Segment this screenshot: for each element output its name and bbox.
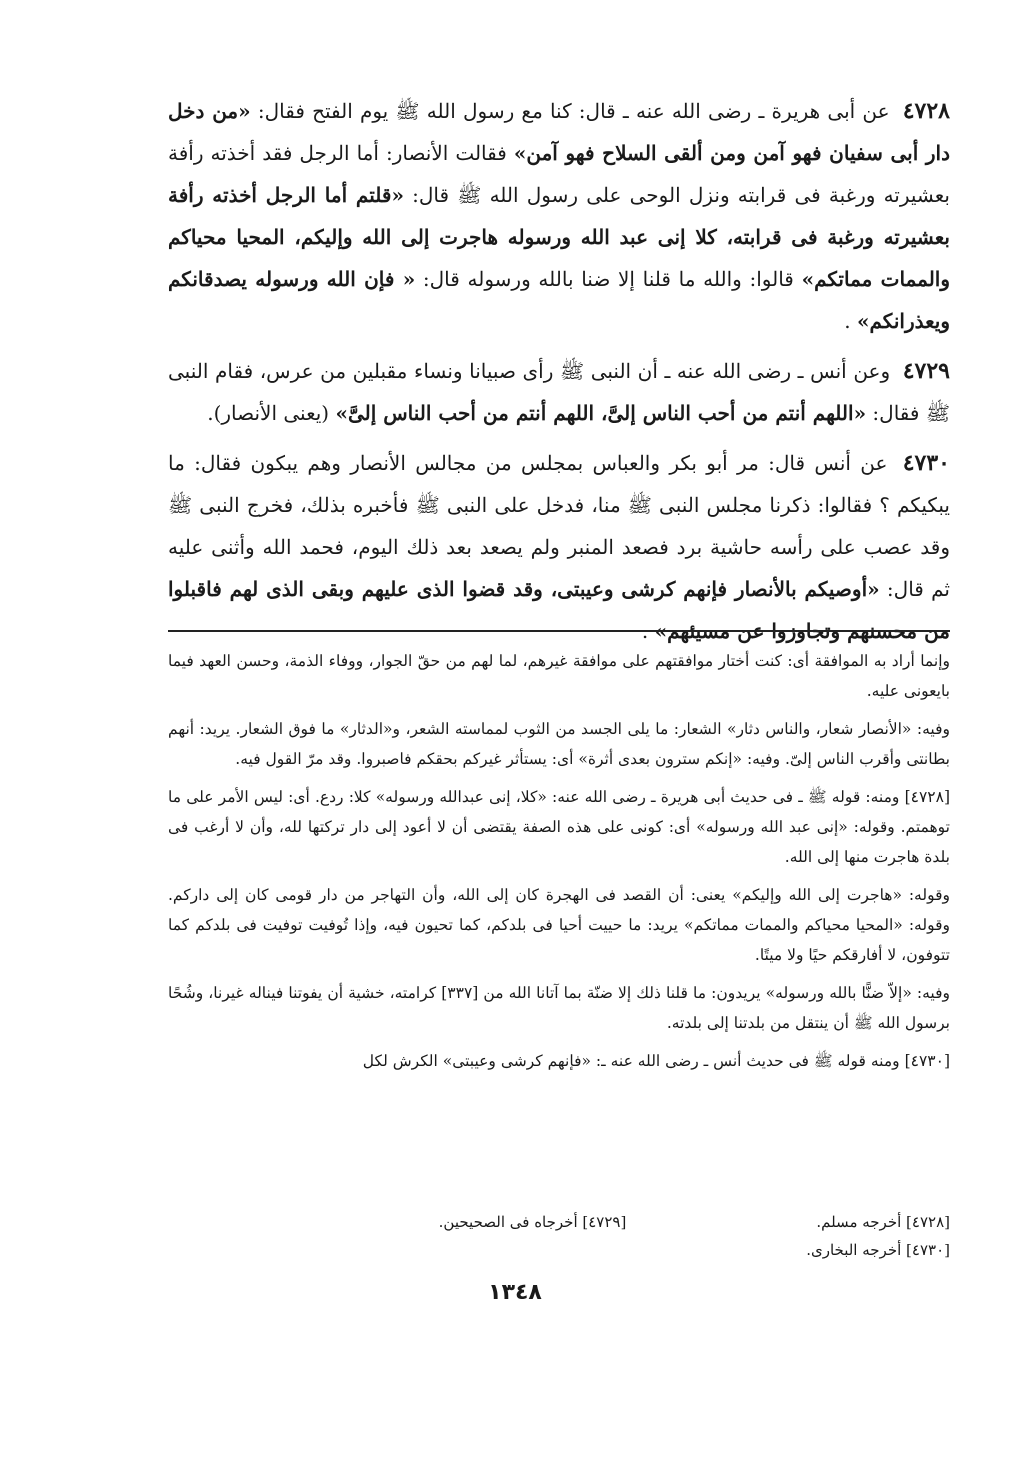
hadith-narration: عن أنس قال: مر أبو بكر والعباس بمجلس من مجالس الأنصار وهم يبكون فقال: ما يبكيكم ؟ فقالوا: ذكرنا مجلس النبى ﷺ منا، فدخل على النبى ﷺ فأخبره بذلك، فخرج النبى ﷺ وقد عصب على رأسه حاشية برد فصعد المنبر ولم يصعد بعد ذلك اليوم، فحمد الله وأثنى عليه ثم قال:	[168, 451, 951, 601]
hadith-narration: قالوا: والله ما قلنا إلا ضنا بالله ورسوله قال:	[415, 267, 794, 291]
commentary-paragraph: وفيه: «إلاّ ضنًّا بالله ورسوله» يريدون: ما قلنا ذلك إلا ضنّة بما آتانا الله من [٣٣٧] كرامته، خشية أن يفوتنا فيناله غيرنا، وشُحًا برسول الله ﷺ أن ينتقل من بلدتنا إلى بلدته.	[168, 984, 951, 1032]
footnote-4728: [٤٧٢٨] أخرجه مسلم.	[816, 1213, 950, 1231]
commentary-paragraph: وقوله: «هاجرت إلى الله وإليكم» يعنى: أن القصد فى الهجرة كان إلى الله، وأن التهاجر من دار قومى كان إلى داركم. وقوله: «المحيا محياكم والممات مماتكم» يريد: ما حييت أحيا فى بلدكم، كما تحيون فيه، وإذا تُوفيت توفيت فى بلدكم كما تتوفون، لا أفارقكم حيًا ولا ميتًا.	[168, 886, 950, 964]
hadith-text-block	[168, 90, 950, 660]
hadith-number: ٤٧٣٠	[902, 450, 950, 476]
commentary-paragraph: [٤٧٢٨] ومنه: قوله ﷺ ـ فى حديث أبى هريرة ـ رضى الله عنه: «كلا، إنى عبدالله ورسوله» كلا: ردع. أى: ليس الأمر على ما توهمتم. وقوله: «إنى عبد الله ورسوله» أى: كونى على هذه الصفة يقتضى أن لا أعود إلى دار تركتها لله، وأن لا أرغب فى بلدة هاجرت منها إلى الله.	[168, 788, 950, 866]
footnotes	[168, 1208, 950, 1264]
hadith-number: ٤٧٢٨	[902, 98, 950, 124]
hadith-quote: «اللهم أنتم من أحب الناس إلىَّ، اللهم أنتم من أحب الناس إلىَّ»	[335, 401, 867, 425]
commentary-block	[168, 646, 950, 1084]
hadith-narration: عن أبى هريرة ـ رضى الله عنه ـ قال: كنا مع رسول الله ﷺ يوم الفتح فقال:	[250, 99, 890, 123]
hadith-number: ٤٧٢٩	[902, 358, 950, 384]
hadith-quote: «من دخل دار أبى سفيان فهو آمن ومن ألقى السلاح فهو آمن»	[168, 99, 951, 165]
hadith-4729	[168, 350, 950, 434]
commentary-paragraph: [٤٧٣٠] ومنه قوله ﷺ فى حديث أنس ـ رضى الله عنه ـ: «فإنهم كرشى وعيبتى» الكرش لكل	[362, 1052, 950, 1070]
footnote-4729: [٤٧٢٩] أخرجاه فى الصحيحين.	[438, 1213, 627, 1231]
commentary-paragraph: وفيه: «الأنصار شعار، والناس دثار» الشعار: ما يلى الجسد من الثوب لمماسته الشعر، و«الدثار» ما فوق الشعار. يريد: أنهم بطانتى وأقرب الناس إلىّ. وفيه: «إنكم سترون بعدى أثرة» أى: يستأثر غيركم بحقكم فاصبروا. وقد مرّ القول فيه.	[168, 720, 950, 768]
hadith-narration: (يعنى الأنصار).	[207, 401, 330, 425]
footnote-row	[168, 1208, 950, 1236]
hadith-quote: «أوصيكم بالأنصار فإنهم كرشى وعيبتى، وقد قضوا الذى عليهم وبقى الذى لهم فاقبلوا من محسنهم وتجاوزوا عن مسيئهم»	[168, 577, 950, 643]
hadith-quote: « فإن الله ورسوله يصدقانكم ويعذرانكم»	[168, 267, 950, 333]
section-divider	[168, 630, 950, 632]
hadith-tail: .	[641, 619, 649, 643]
hadith-quote: «قلتم أما الرجل أخذته رأفة بعشيرته ورغبة فى قرابته، كلا إنى عبد الله ورسوله هاجرت إلى الله وإليكم، المحيا محياكم والممات مماتكم»	[168, 183, 951, 291]
hadith-tail: .	[844, 309, 851, 333]
hadith-4728	[168, 90, 950, 342]
hadith-4730	[168, 442, 950, 652]
footnote-row	[168, 1236, 950, 1264]
hadith-narration: وعن أنس ـ رضى الله عنه ـ أن النبى ﷺ رأى صبيانا ونساء مقبلين من عرس، فقام النبى ﷺ فقال:	[168, 359, 950, 425]
hadith-narration: فقالت الأنصار: أما الرجل فقد أخذته رأفة بعشيرته ورغبة فى قرابته ونزل الوحى على رسول الله ﷺ قال:	[168, 141, 950, 207]
page-number: ١٣٤٨	[488, 1280, 542, 1305]
commentary-paragraph: وإنما أراد به الموافقة أى: كنت أختار موافقتهم على موافقة غيرهم، لما لهم من حقّ الجوار، ووفاء الذمة، وحسن العهد فيما بايعونى عليه.	[168, 652, 950, 700]
footnote-4730: [٤٧٣٠] أخرجه البخارى.	[806, 1241, 950, 1259]
